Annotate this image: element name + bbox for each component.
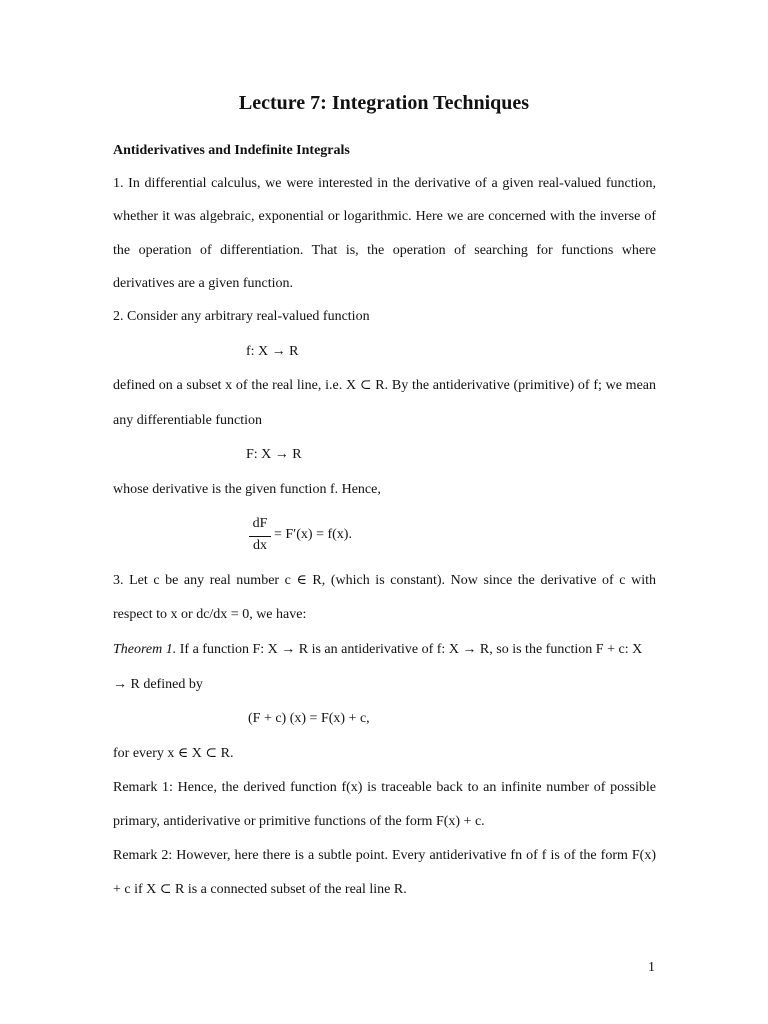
derivative-equation-rhs: = F′(x) = f(x). <box>274 527 352 542</box>
paragraph-1-line-3: the operation of differentiation. That is, the operation of searching for functions where <box>113 243 656 258</box>
theorem-1-line-3: for every x ∈ X ⊂ R. <box>113 746 234 761</box>
paragraph-2-line-2: defined on a subset x of the real line, i.e. X ⊂ R. By the antiderivative (primitive) of f; we mean <box>113 378 656 393</box>
paragraph-2-line-3: any differentiable function <box>113 413 263 428</box>
paragraph-1-line-4: derivatives are a given function. <box>113 276 293 291</box>
paragraph-1-line-1: 1. In differential calculus, we were interested in the derivative of a given real-valued function, <box>113 176 656 191</box>
theorem-1-line-1 <box>113 641 656 659</box>
formula-f-mapping: f: X → R <box>246 344 299 359</box>
fraction-denominator: dx <box>253 538 267 553</box>
section-heading: Antiderivatives and Indefinite Integrals <box>113 143 350 158</box>
theorem-1-label: Theorem 1. <box>113 642 177 657</box>
formula-F-plus-c: (F + c) (x) = F(x) + c, <box>248 711 370 726</box>
paragraph-1-line-2: whether it was algebraic, exponential or logarithmic. Here we are concerned with the inverse of <box>113 209 656 224</box>
theorem-1-line-2: → R defined by <box>113 677 203 692</box>
paragraph-3-line-1: 3. Let c be any real number c ∈ R, (which is constant). Now since the derivative of c with <box>113 573 656 588</box>
remark-2-line-2: + c if X ⊂ R is a connected subset of the real line R. <box>113 882 407 897</box>
remark-1-line-2: primary, antiderivative or primitive functions of the form F(x) + c. <box>113 814 485 829</box>
page-number: 1 <box>648 960 655 975</box>
fraction-bar <box>249 536 271 537</box>
fraction-numerator: dF <box>252 516 268 531</box>
remark-2-line-1: Remark 2: However, here there is a subtle point. Every antiderivative fn of f is of the form F(x) <box>113 848 656 863</box>
formula-F-mapping: F: X → R <box>246 447 302 462</box>
remark-1-line-1: Remark 1: Hence, the derived function f(x) is traceable back to an infinite number of possible <box>113 780 656 795</box>
paragraph-2-line-1: 2. Consider any arbitrary real-valued function <box>113 309 370 324</box>
paragraph-2-line-4: whose derivative is the given function f. Hence, <box>113 482 381 497</box>
theorem-1-text: If a function F: X → R is an antiderivative of f: X → R, so is the function F + c: X <box>176 642 643 657</box>
paragraph-3-line-2: respect to x or dc/dx = 0, we have: <box>113 607 307 622</box>
lecture-title: Lecture 7: Integration Techniques <box>238 92 530 114</box>
